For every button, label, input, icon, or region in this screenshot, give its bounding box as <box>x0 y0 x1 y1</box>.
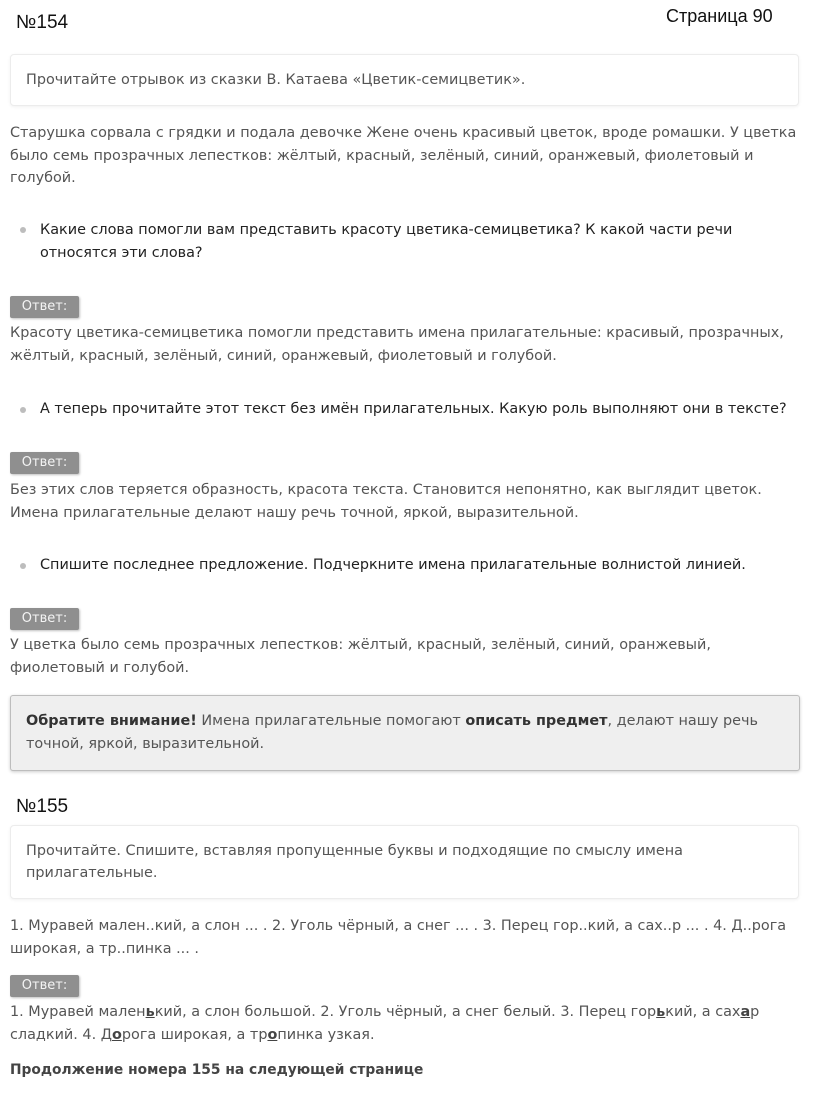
bullet-icon <box>20 407 26 413</box>
attention-note <box>10 695 800 771</box>
page-number: Страница 90 <box>666 6 773 26</box>
note-heading: Обратите внимание! <box>26 713 197 729</box>
inserted-letter: о <box>267 1026 278 1043</box>
task-text-154: Прочитайте отрывок из сказки В. Катаева «Цветик-семицветик». <box>26 72 526 88</box>
task-text-155: Прочитайте. Спишите, вставляя пропущенные буквы и подходящие по смыслу имена прилагательные. <box>26 843 683 881</box>
task-card-154 <box>10 54 799 106</box>
note-emphasis: описать предмет <box>465 713 608 729</box>
inserted-letter: о <box>111 1026 122 1043</box>
question-2: А теперь прочитайте этот текст без имён прилагательных. Какую роль выполняют они в тексте? <box>40 401 787 417</box>
exercise-155-text: 1. Муравей мален..кий, а слон ... . 2. Уголь чёрный, а снег ... . 3. Перец гор..кий, а сах..р ... . 4. Д..рога широкая, а тр..пинка ... . <box>10 918 787 957</box>
answer-label-3: Ответ: <box>10 608 79 630</box>
exercise-155-number: №155 <box>16 796 69 817</box>
inserted-letter: ь <box>656 1004 666 1020</box>
bullet-icon <box>20 563 26 569</box>
answer-label-2: Ответ: <box>10 452 79 474</box>
question-3: Спишите последнее предложение. Подчеркните имена прилагательные волнистой линией. <box>40 557 746 573</box>
answer-155-part: рога широкая, а тр <box>121 1026 268 1043</box>
answer-2: Без этих слов теряется образность, красота текста. Становится непонятно, как выглядит цветок. Имена прилагательные делают нашу речь точной, яркой, выразительной. <box>10 482 762 521</box>
inserted-letter: а <box>740 1004 751 1020</box>
answer-label-1: Ответ: <box>10 296 79 318</box>
exercise-154-number: №154 <box>16 12 69 33</box>
continuation-note: Продолжение номера 155 на следующей странице <box>10 1062 424 1078</box>
inserted-letter: ь <box>145 1004 155 1020</box>
note-text-2: , делают нашу речь точной, яркой, выразительной. <box>26 713 758 752</box>
question-1: Какие слова помогли вам представить красоту цветика-семицветика? К какой части речи относятся эти слова? <box>40 222 733 261</box>
story-excerpt: Старушка сорвала с грядки и подала девочке Жене очень красивый цветок, вроде ромашки. У цветка было семь прозрачных лепестков: жёлтый, красный, зелёный, синий, оранжевый, фиолетовый и голубой. <box>10 125 797 186</box>
answer-155-part: р сладкий. 4. Д <box>10 1004 760 1043</box>
answer-label-155: Ответ: <box>10 975 79 997</box>
answer-1: Красоту цветика-семицветика помогли представить имена прилагательные: красивый, прозрачных, жёлтый, красный, зелёный, синий, оранжевый, фиолетовый и голубой. <box>10 325 784 364</box>
answer-155 <box>10 1001 805 1046</box>
bullet-icon <box>20 227 26 233</box>
answer-155-part: кий, а сах <box>665 1004 741 1020</box>
answer-155-part: 1. Муравей мален <box>10 1004 146 1020</box>
note-text-1: Имена прилагательные помогают <box>196 713 466 729</box>
answer-155-part: кий, а слон большой. 2. Уголь чёрный, а снег белый. 3. Перец гор <box>154 1004 657 1020</box>
task-card-155 <box>10 825 799 899</box>
answer-155-part: пинка узкая. <box>277 1026 375 1043</box>
answer-3: У цветка было семь прозрачных лепестков: жёлтый, красный, зелёный, синий, оранжевый, фиолетовый и голубой. <box>10 637 711 676</box>
